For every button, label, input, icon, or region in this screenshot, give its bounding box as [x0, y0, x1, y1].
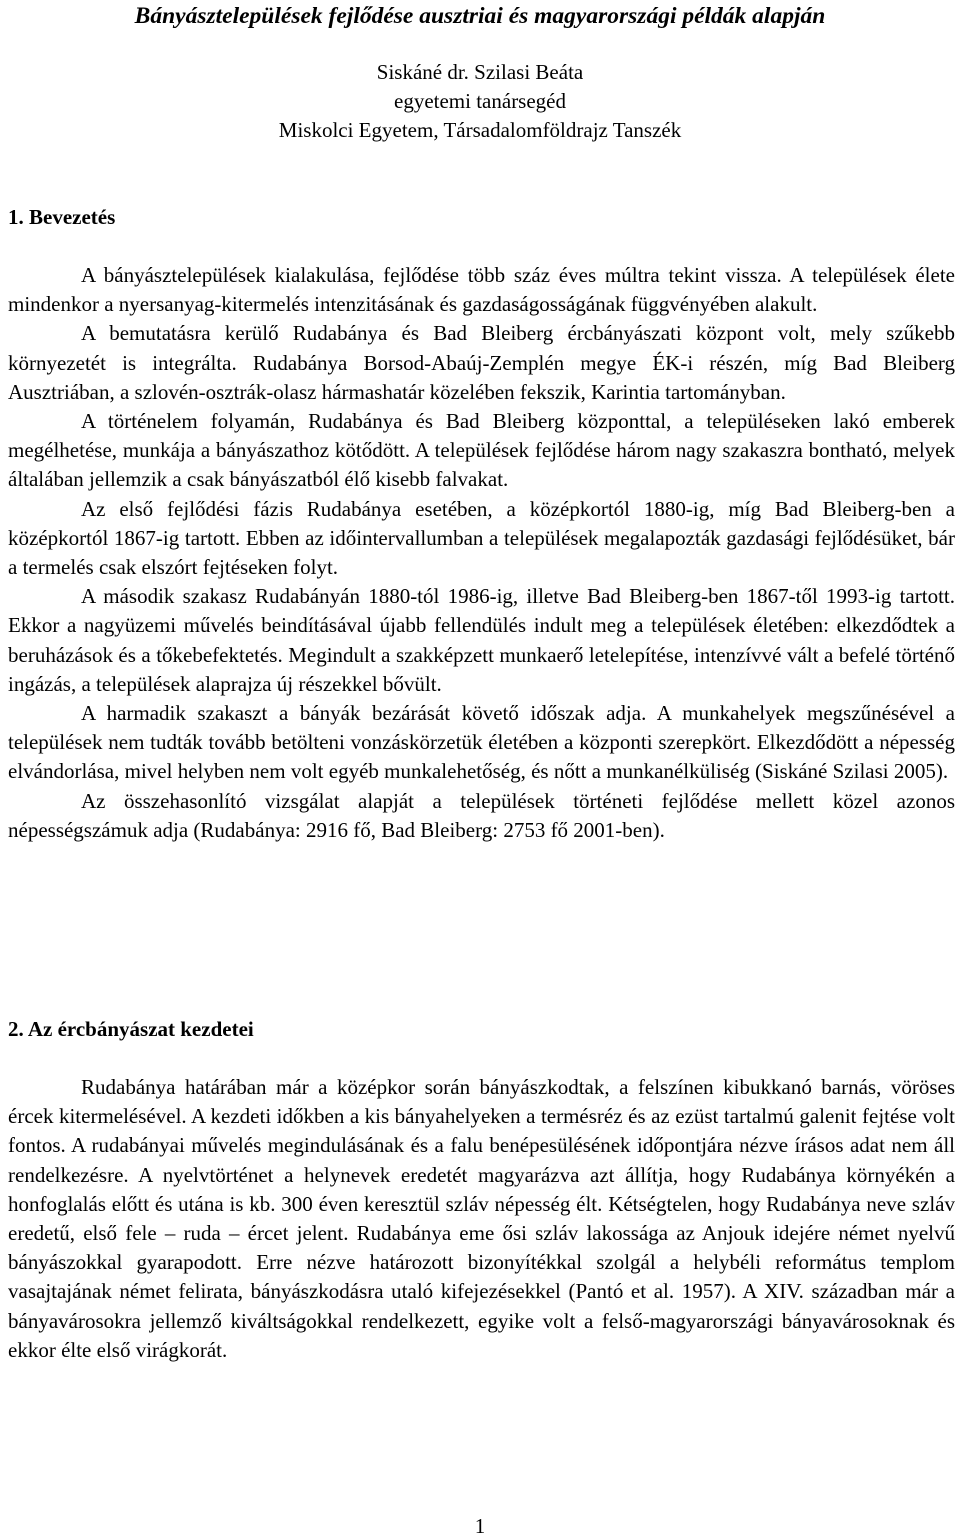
- paragraph: Az első fejlődési fázis Rudabánya esetében, a középkortól 1880-ig, míg Bad Bleiberg-ben a középkortól 1867-ig tartott. Ebben az időintervallumban a települések megalapozták gazdasági fejlődésüket, bár a termelés csak elszórt fejtéseken folyt.: [8, 496, 955, 580]
- author-block: [0, 58, 960, 145]
- document-title: Bányásztelepülések fejlődése ausztriai és magyarországi példák alapján: [134, 3, 826, 29]
- page-number: 1: [474, 1514, 486, 1538]
- author-name: Siskáné dr. Szilasi Beáta: [376, 60, 584, 84]
- section-body-ore-mining: [8, 1073, 955, 1365]
- paragraph: A bányásztelepülések kialakulása, fejlődése több száz éves múltra tekint vissza. A települések élete mindenkor a nyersanyag-kitermelés intenzitásának és gazdaságosságának függvényében alakult.: [8, 263, 955, 317]
- section-heading-ore-mining: 2. Az ércbányászat kezdetei: [8, 1017, 254, 1041]
- paragraph: A történelem folyamán, Rudabánya és Bad Bleiberg központtal, a településeken lakó emberek megélhetése, munkája a bányászathoz kötődött. A települések fejlődése három nagy szakaszra bontható, melyek általában jellemzik a csak bányászatból élő kisebb falvakat.: [8, 409, 955, 492]
- section-body-introduction: [8, 261, 955, 845]
- author-position: egyetemi tanársegéd: [394, 89, 566, 113]
- section-heading-introduction: 1. Bevezetés: [8, 205, 116, 229]
- paragraph: A második szakasz Rudabányán 1880-tól 1986-ig, illetve Bad Bleiberg-ben 1867-től 1993-ig tartott. Ekkor a nagyüzemi művelés beindításával újabb fellendülés indult meg a települések életében: elkezdődtek a beruházások és a tőkebefektetés. Megindult a szakképzett munkaerő letelepítése, intenzívvé vált a befelé történő ingázás, a települések alaprajza új részekkel bővült.: [8, 584, 955, 696]
- paragraph: A bemutatásra kerülő Rudabánya és Bad Bleiberg ércbányászati központ volt, mely szűkebb környezetét is integrálta. Rudabánya Borsod-Abaúj-Zemplén megye ÉK-i részén, míg Bad Bleiberg Ausztriában, a szlovén-osztrák-olasz hármashatár közelében fekszik, Karintia tartományban.: [8, 321, 955, 404]
- author-affiliation: Miskolci Egyetem, Társadalomföldrajz Tanszék: [278, 118, 682, 142]
- paragraph: Rudabánya határában már a középkor során bányászkodtak, a felszínen kibukkanó barnás, vöröses ércek kitermelésével. A kezdeti időkben a kis bányahelyeken a termésréz és az ezüst tartalmú galenit fejtése volt fontos. A rudabányai művelés megindulásának és a falu benépesülésének időpontjára nézve írásos adat nem áll rendelkezésre. A nyelvtörténet a helynevek eredetét magyarázva azt állítja, hogy Rudabánya környékén a honfoglalás előtt és utána is kb. 300 éven keresztül szláv népesség élt. Kétségtelen, hogy Rudabánya neve szláv eredetű, első fele – ruda – ércet jelent. Rudabánya eme ősi szláv lakossága az Anjouk idejére német nyelvű bányászokkal gyarapodott. Erre nézve határozott bizonyítékkal szolgál a helybéli református templom vasajtajának német felirata, bányászkodásra utaló kifejezésekkel (Pantó et al. 1957). A XIV. században már a bányavárosokra jellemző kiváltságokkal rendelkezett, egyike volt a felső-magyarországi bányavárosoknak és ekkor élte első virágkorát.: [8, 1075, 955, 1362]
- paragraph: Az összehasonlító vizsgálat alapját a települések történeti fejlődése mellett közel azonos népességszámuk adja (Rudabánya: 2916 fő, Bad Bleiberg: 2753 fő 2001-ben).: [8, 788, 955, 842]
- paragraph: A harmadik szakaszt a bányák bezárását követő időszak adja. A munkahelyek megszűnésével a települések nem tudták tovább betölteni vonzáskörzetük életében a központi szerepkört. Elkezdődött a népesség elvándorlása, mivel helyben nem volt egyéb munkalehetőség, és nőtt a munkanélküliség (Siskáné Szilasi 2005).: [8, 701, 955, 784]
